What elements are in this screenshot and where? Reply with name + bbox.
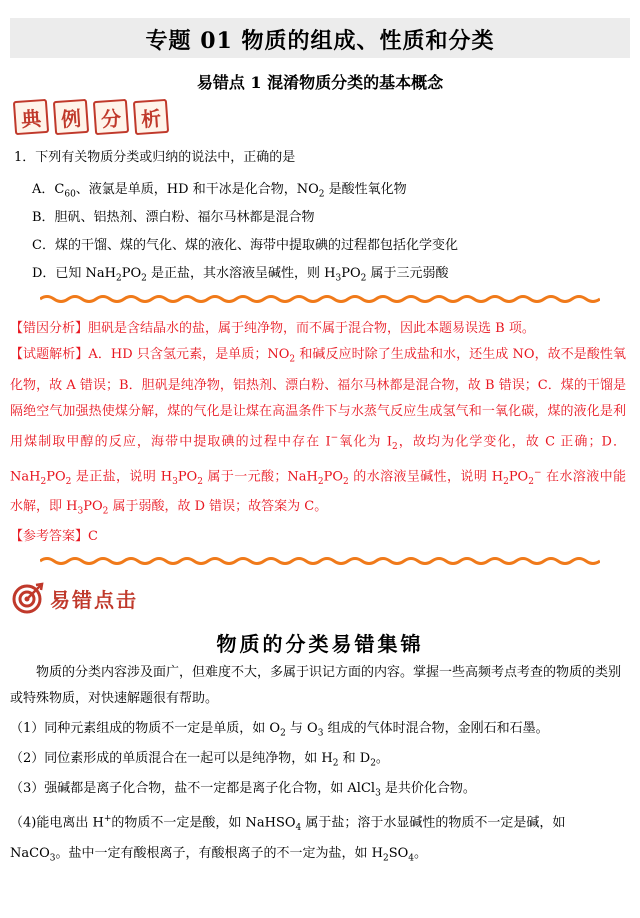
error-click-label: 易错点击 bbox=[50, 587, 138, 612]
section-title: 物质的分类易错集锦 bbox=[216, 632, 424, 656]
badge-char: 析 bbox=[133, 99, 169, 135]
question-stem: 1．下列有关物质分类或归纳的说法中，正确的是 bbox=[14, 150, 296, 165]
option-b: B．胆矾、铝热剂、漂白粉、福尔马林都是混合物 bbox=[32, 210, 315, 225]
badge-char: 典 bbox=[13, 99, 49, 135]
option-a: A．$C_{60}$、液氯是单质，HD 和干冰是化合物，$NO_2$ 是酸性氧化物 bbox=[32, 182, 407, 200]
error-click-header bbox=[12, 582, 138, 614]
reference-answer: 【参考答案】C bbox=[10, 529, 98, 544]
solution-analysis: 【试题解析】A．HD 只含氢元素，是单质；$NO_2$ 和碱反应时除了生成盐和水，还生成 NO，故不是酸性氧化物，故 A 错误；B．胆矾是纯净物，铝热剂、漂白粉、福尔马林都是混合物，故 B 错误；C．煤的干馏是隔绝空气加强热使煤分解，煤的气化是让煤在高温条件下与水蒸气反应生成氢气和一氧化碳，煤的液化是利用煤制取甲醇的反应，海带中提取碘的过程中存在 I−氧化为 $I_2$，故均为化学变化，故 C 正确；D．$NaH_2PO_2$ 是正盐，说明 $H_3PO_2$ 属于一元酸；$NaH_2PO_2$ 的水溶液呈碱性，说明 $H_2PO_2^-$ 在水溶液中能水解，即 $H_3PO_2$ 属于弱酸，故 D 错误；故答案为 C。 bbox=[10, 347, 626, 518]
option-c: C．煤的干馏、煤的气化、煤的液化、海带中提取碘的过程都包括化学变化 bbox=[32, 238, 458, 253]
list-item: （4)能电离出 H+的物质不一定是酸，如 NaHSO$_4$ 属于盐；溶于水显碱性的物质不一定是碱，如 NaCO$_3$。盐中一定有酸根离子，有酸根离子的不一定为盐，如 $H_2SO_4$。 bbox=[10, 814, 566, 864]
intro-paragraph: 物质的分类内容涉及面广，但难度不大，多属于识记方面的内容。掌握一些高频考点考查的物质的类别或特殊物质，对快速解题很有帮助。 bbox=[10, 665, 622, 706]
error-analysis: 【错因分析】胆矾是含结晶水的盐，属于纯净物，而不属于混合物，因此本题易误选 B 项。 bbox=[10, 321, 535, 336]
list-item: （1）同种元素组成的物质不一定是单质，如 $O_2$ 与 $O_3$ 组成的气体时混合物，金刚石和石墨。 bbox=[10, 721, 549, 739]
example-analysis-badges bbox=[14, 100, 168, 134]
list-item: （3）强碱都是离子化合物，盐不一定都是离子化合物，如 AlCl$_3$ 是共价化合物。 bbox=[10, 781, 476, 799]
wavy-divider bbox=[40, 294, 600, 304]
page-title: 专题 01 物质的组成、性质和分类 bbox=[145, 28, 495, 54]
badge-char: 例 bbox=[53, 99, 89, 135]
page-subtitle: 易错点 1 混淆物质分类的基本概念 bbox=[196, 73, 444, 92]
option-d: D．已知 $NaH_2PO_2$ 是正盐，其水溶液呈碱性，则 $H_3PO_2$ 属于三元弱酸 bbox=[32, 266, 449, 284]
list-item: （2）同位素形成的单质混合在一起可以是纯净物，如 $H_2$ 和 $D_2$。 bbox=[10, 751, 389, 769]
wavy-divider bbox=[40, 556, 600, 566]
target-icon bbox=[12, 582, 44, 614]
badge-char: 分 bbox=[93, 99, 129, 135]
